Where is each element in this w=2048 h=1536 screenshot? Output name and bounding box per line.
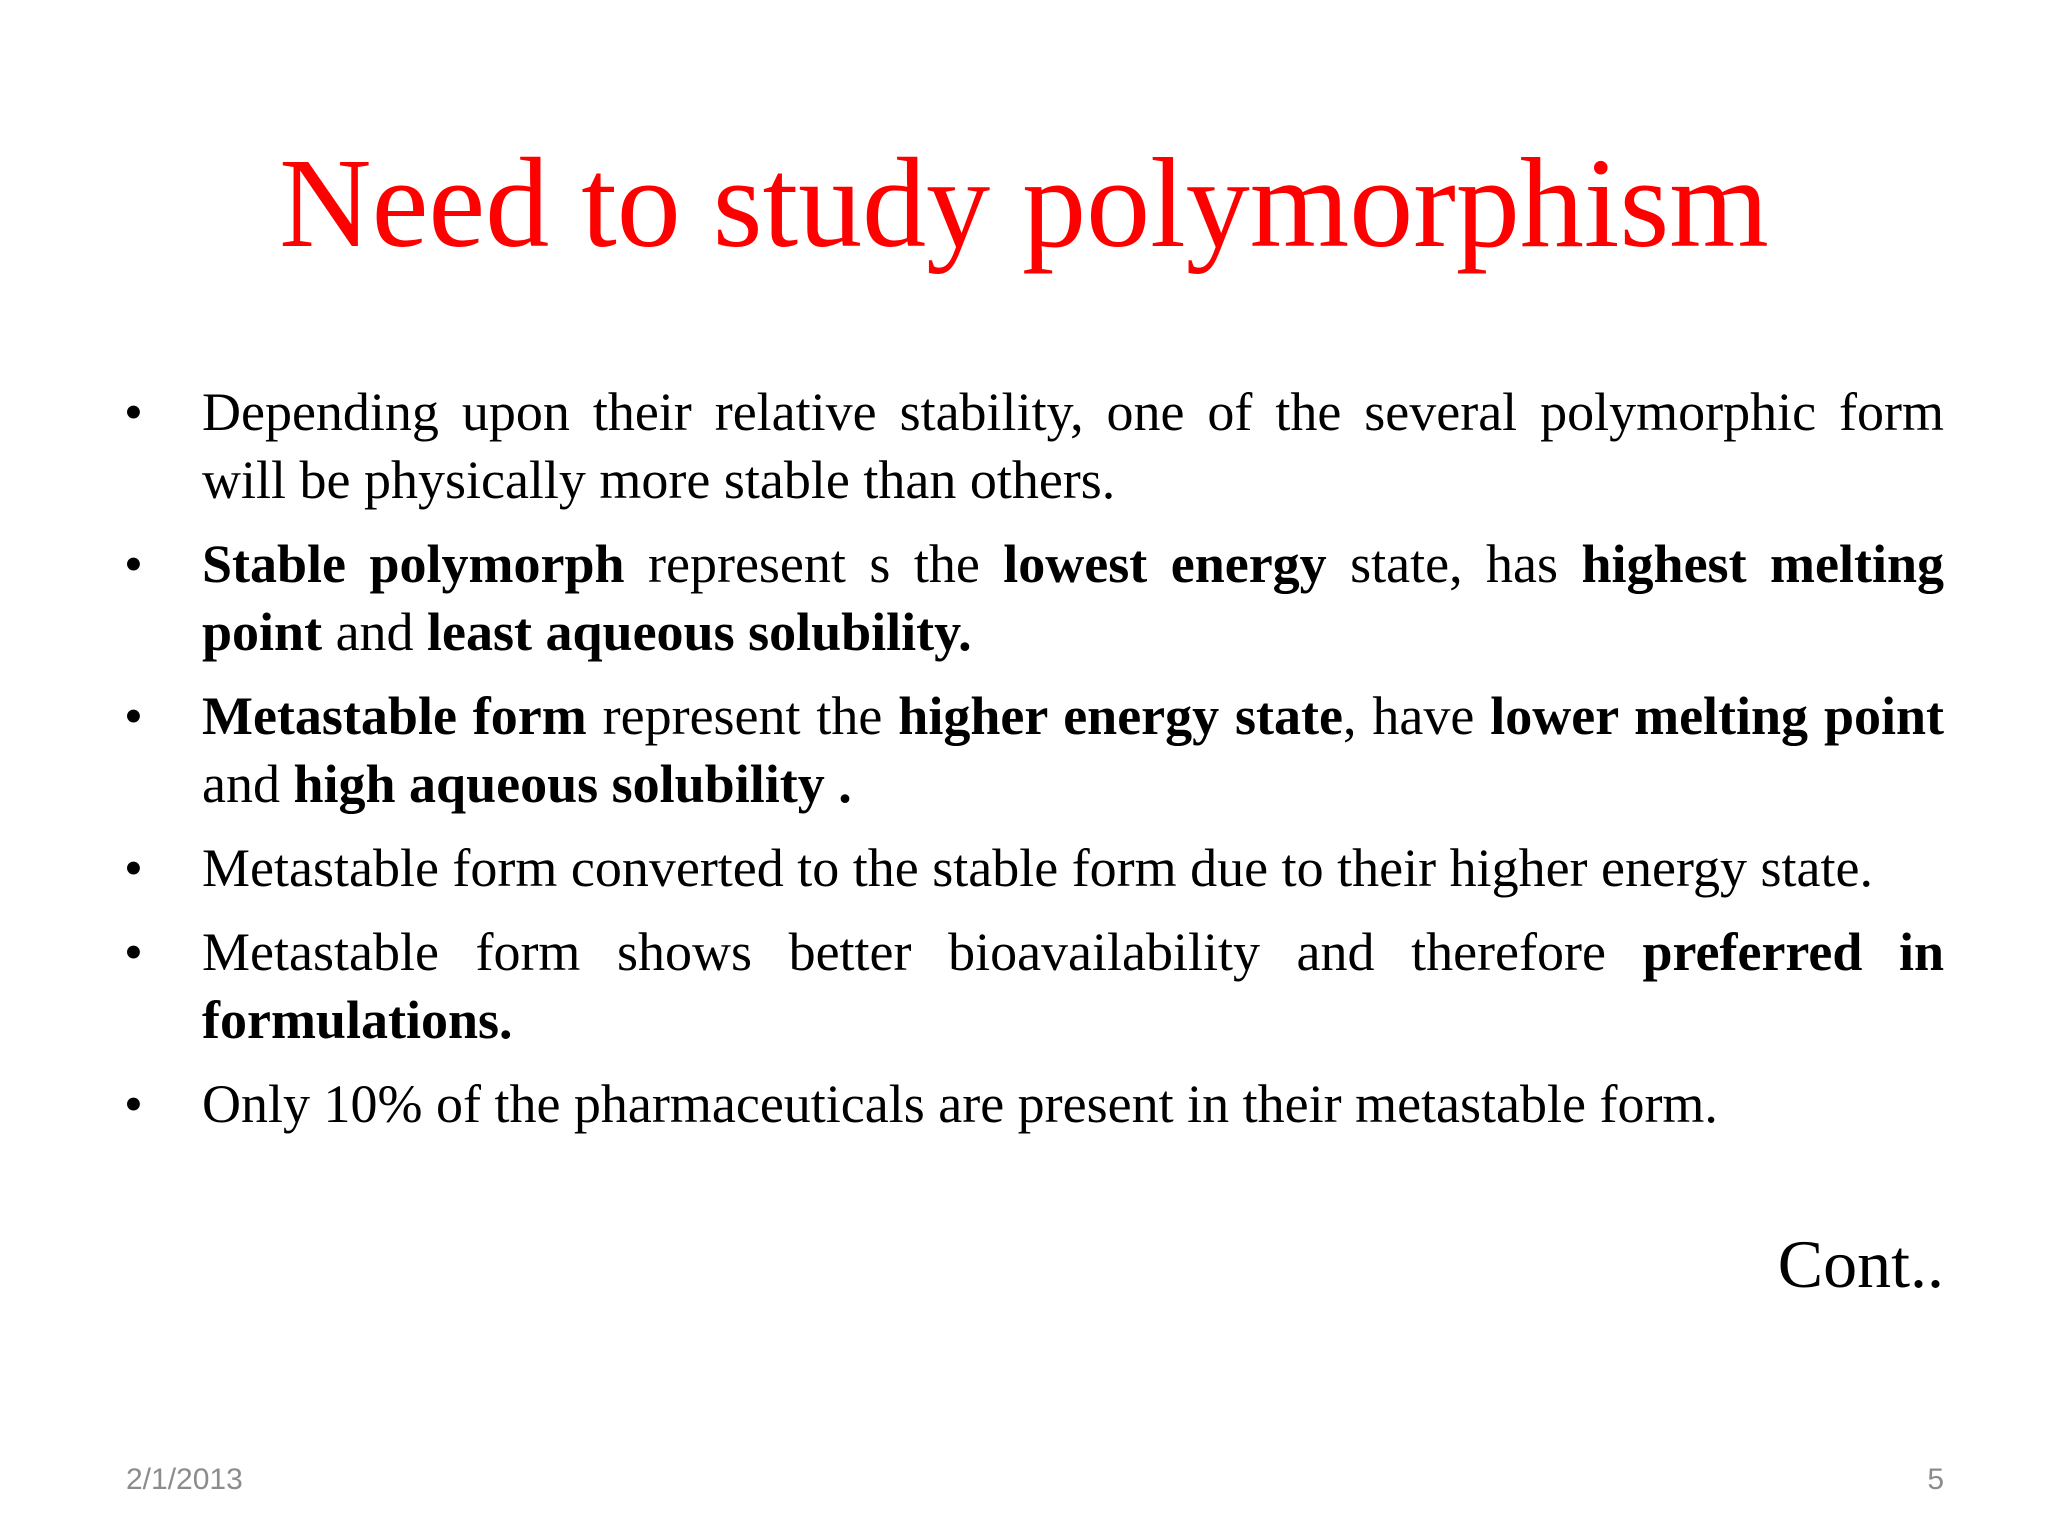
bold-term: higher energy state: [898, 686, 1343, 746]
bullet-text: and: [202, 754, 294, 814]
bullet-glyph: •: [124, 1074, 143, 1134]
bullet-item: [120, 1070, 1944, 1138]
bullet-glyph: •: [124, 686, 143, 746]
footer-page-number: 5: [1927, 1463, 1944, 1496]
bullet-text: Metastable form converted to the stable form due to their higher energy state.: [202, 838, 1873, 898]
footer-date: 2/1/2013: [126, 1463, 243, 1496]
slide-title: Need to study polymorphism: [279, 132, 1769, 274]
bullet-glyph: •: [124, 838, 143, 898]
bold-term: preferred in formulations.: [202, 922, 1944, 1050]
continuation-label: Cont..: [1777, 1226, 1944, 1302]
bold-term: Stable polymorph: [202, 534, 625, 594]
bullet-text: , have: [1343, 686, 1491, 746]
bullet-text: represent the: [586, 686, 899, 746]
bullet-text: represent s the: [624, 534, 1004, 594]
bullet-item: [120, 378, 1944, 514]
bullet-glyph: •: [124, 534, 143, 594]
bold-term: highest melting point: [202, 534, 1944, 662]
bold-term: lowest energy: [1003, 534, 1327, 594]
bold-term: lower melting point: [1490, 686, 1945, 746]
bullet-item: [120, 682, 1944, 818]
bullet-item: [120, 530, 1944, 666]
bullet-item: [120, 918, 1944, 1054]
bullet-text: Depending upon their relative stability, one of the several polymorphic form will be physically more stable than others.: [202, 382, 1944, 510]
bullet-text: Metastable form shows better bioavailability and therefore: [202, 922, 1643, 982]
bullet-text: state, has: [1326, 534, 1582, 594]
bold-term: least aqueous solubility.: [427, 602, 972, 662]
bold-term: Metastable form: [202, 686, 587, 746]
bullet-text: and: [322, 602, 428, 662]
bullet-glyph: •: [124, 382, 143, 442]
bullet-item: [120, 834, 1944, 902]
bullet-glyph: •: [124, 922, 143, 982]
bullet-list: [120, 378, 1944, 1154]
bullet-text: Only 10% of the pharmaceuticals are present in their metastable form.: [202, 1074, 1718, 1134]
bold-term: high aqueous solubility .: [293, 754, 852, 814]
